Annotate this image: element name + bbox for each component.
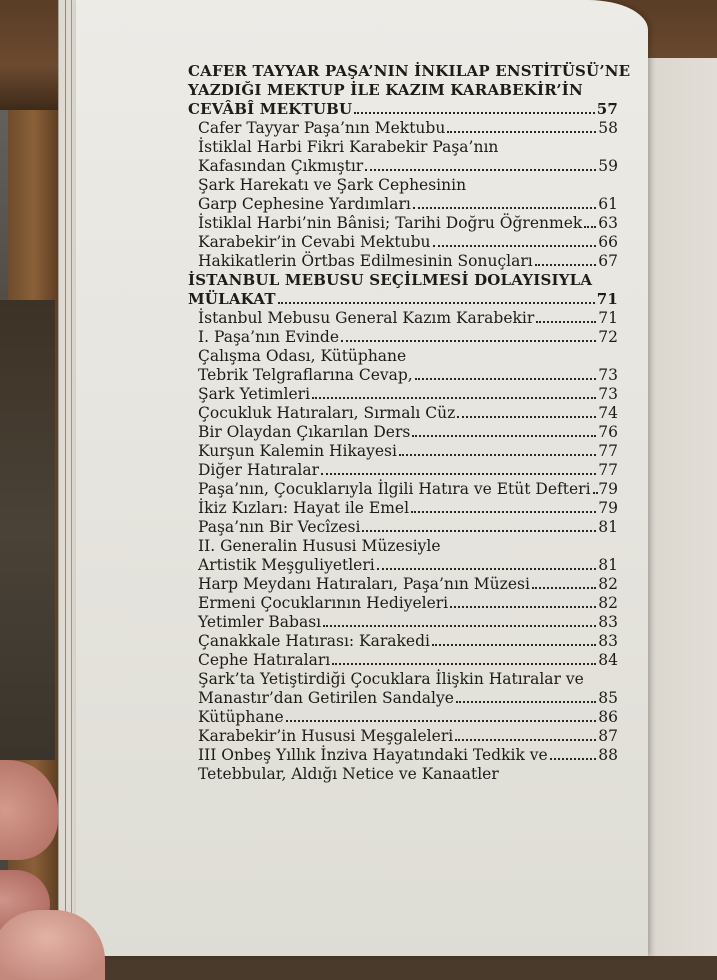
leader-dots [457,416,596,418]
toc-entry [188,670,618,689]
toc-entry [188,138,618,157]
page-number: 74 [598,404,618,422]
page-number: 71 [596,290,618,308]
page-number: 86 [598,708,618,726]
leader-dots [332,663,596,665]
page-number: 73 [598,366,618,384]
toc-section-heading [188,81,618,100]
toc-entry-title: Şark Yetimleri [198,385,311,403]
leader-dots [323,625,596,627]
page-number: 84 [598,651,618,669]
toc-entry-title: Artistik Meşguliyetleri [198,556,375,574]
toc-entry [188,689,618,708]
toc-entry [188,214,618,233]
toc-entry [188,480,618,499]
leader-dots [321,473,596,475]
toc-section-heading [188,290,618,309]
hand [0,750,90,956]
toc-section-heading [188,100,618,119]
background-shadow [0,300,55,760]
leader-dots [413,207,596,209]
leader-dots [450,606,596,608]
page-number: 82 [598,594,618,612]
toc-entry [188,518,618,537]
toc-entry-title: Karabekir’in Cevabi Mektubu [198,233,431,251]
toc-entry-title: MÜLAKAT [188,290,276,308]
page-number: 73 [598,385,618,403]
toc-entry-title: İstiklal Harbi Fikri Karabekir Paşa’nın [198,138,499,156]
toc-entry [188,537,618,556]
page-number: 82 [598,575,618,593]
facing-page [640,58,717,956]
toc-entry-title: I. Paşa’nın Evinde [198,328,340,346]
toc-entry-title: Yetimler Babası [198,613,322,631]
toc-entry-title: Tetebbular, Aldığı Netice ve Kanaatler [198,765,499,783]
leader-dots [312,397,596,399]
toc-entry [188,442,618,461]
toc-entry [188,119,618,138]
toc-entry [188,157,618,176]
page-number: 83 [598,613,618,631]
toc-entry [188,727,618,746]
toc-entry-title: İstanbul Mebusu General Kazım Karabekir [198,309,535,327]
thumb [0,910,105,980]
toc-entry-title: CEVÂBÎ MEKTUBU [188,100,353,118]
page-number: 88 [598,746,618,764]
toc-entry [188,366,618,385]
leader-dots [455,739,596,741]
toc-entry [188,404,618,423]
leader-dots [412,435,596,437]
table-of-contents [188,62,631,784]
toc-entry [188,575,618,594]
leader-dots [362,530,596,532]
toc-entry [188,252,618,271]
page-number: 79 [598,480,618,498]
toc-entry-title: Kafasından Çıkmıştır [198,157,364,175]
page-number: 81 [598,518,618,536]
page-number: 61 [598,195,618,213]
page-number: 77 [598,461,618,479]
toc-entry-title: Çanakkale Hatırası: Karakedi [198,632,430,650]
toc-entry [188,195,618,214]
toc-entry [188,765,618,784]
toc-entry-title: Tebrik Telgraflarına Cevap, [198,366,413,384]
toc-entry-title: CAFER TAYYAR PAŞA’NIN İNKILAP ENSTİTÜSÜ’NE [188,62,631,80]
toc-entry-title: YAZDIĞI MEKTUP İLE KAZIM KARABEKİR’İN [188,81,583,99]
leader-dots [550,758,596,760]
toc-section-heading [188,62,631,81]
toc-entry-title: Hakikatlerin Örtbas Edilmesinin Sonuçları [198,252,533,270]
toc-entry-title: Ermeni Çocuklarının Hediyeleri [198,594,449,612]
leader-dots [532,587,596,589]
toc-entry-title: İkiz Kızları: Hayat ile Emel [198,499,410,517]
leader-dots [536,321,596,323]
leader-dots [447,131,596,133]
toc-entry-title: III Onbeş Yıllık İnziva Hayatındaki Tedkik ve [198,746,548,764]
toc-entry [188,556,618,575]
toc-entry-title: Cephe Hatıraları [198,651,331,669]
page-number: 71 [598,309,618,327]
toc-entry-title: İstiklal Harbi’nin Bânisi; Tarihi Doğru Öğrenmek [198,214,583,232]
toc-entry [188,176,618,195]
page-number: 57 [596,100,618,118]
page-number: 59 [598,157,618,175]
leader-dots [411,511,596,513]
leader-dots [535,264,596,266]
toc-entry [188,499,618,518]
toc-entry-title: Şark Harekatı ve Şark Cephesinin [198,176,467,194]
toc-entry-title: Paşa’nın, Çocuklarıyla İlgili Hatıra ve Etüt Defteri [198,480,591,498]
toc-entry [188,632,618,651]
page-number: 72 [598,328,618,346]
toc-entry-title: Kurşun Kalemin Hikayesi [198,442,397,460]
leader-dots [354,112,594,114]
leader-dots [584,226,596,228]
toc-entry-title: II. Generalin Hususi Müzesiyle [198,537,441,555]
page-number: 66 [598,233,618,251]
leader-dots [365,169,596,171]
page-number: 81 [598,556,618,574]
page-number: 77 [598,442,618,460]
toc-entry [188,347,618,366]
toc-entry-title: Harp Meydanı Hatıraları, Paşa’nın Müzesi [198,575,530,593]
toc-entry-title: Karabekir’in Hususi Meşgaleleri [198,727,454,745]
toc-entry [188,423,618,442]
page-number: 85 [598,689,618,707]
toc-entry [188,309,618,328]
leader-dots [415,378,596,380]
toc-entry-title: Çalışma Odası, Kütüphane [198,347,407,365]
leader-dots [593,492,596,494]
leader-dots [286,720,596,722]
finger [0,760,58,860]
leader-dots [456,701,596,703]
page-number: 63 [598,214,618,232]
toc-entry [188,594,618,613]
toc-entry [188,461,618,480]
leader-dots [377,568,596,570]
toc-entry [188,328,618,347]
toc-section-heading [188,271,618,290]
leader-dots [432,644,596,646]
toc-entry-title: Cafer Tayyar Paşa’nın Mektubu [198,119,446,137]
page-number: 87 [598,727,618,745]
page-number: 79 [598,499,618,517]
toc-entry-title: Diğer Hatıralar [198,461,320,479]
page-number: 58 [598,119,618,137]
page-number: 83 [598,632,618,650]
toc-entry [188,233,618,252]
leader-dots [399,454,596,456]
toc-entry-title: Çocukluk Hatıraları, Sırmalı Cüz [198,404,456,422]
toc-entry [188,708,618,727]
toc-entry-title: Paşa’nın Bir Vecîzesi [198,518,361,536]
toc-entry-title: Şark’ta Yetiştirdiği Çocuklara İlişkin Hatıralar ve [198,670,584,688]
toc-entry-title: Manastır’dan Getirilen Sandalye [198,689,454,707]
toc-entry-title: İSTANBUL MEBUSU SEÇİLMESİ DOLAYISIYLA [188,271,593,289]
page-number: 76 [598,423,618,441]
toc-entry [188,746,618,765]
leader-dots [433,245,596,247]
toc-entry-title: Bir Olaydan Çıkarılan Ders [198,423,411,441]
toc-entry [188,613,618,632]
leader-dots [278,302,595,304]
toc-entry-title: Kütüphane [198,708,284,726]
toc-entry-title: Garp Cephesine Yardımları [198,195,411,213]
toc-entry [188,651,618,670]
page-number: 67 [598,252,618,270]
leader-dots [341,340,596,342]
toc-entry [188,385,618,404]
